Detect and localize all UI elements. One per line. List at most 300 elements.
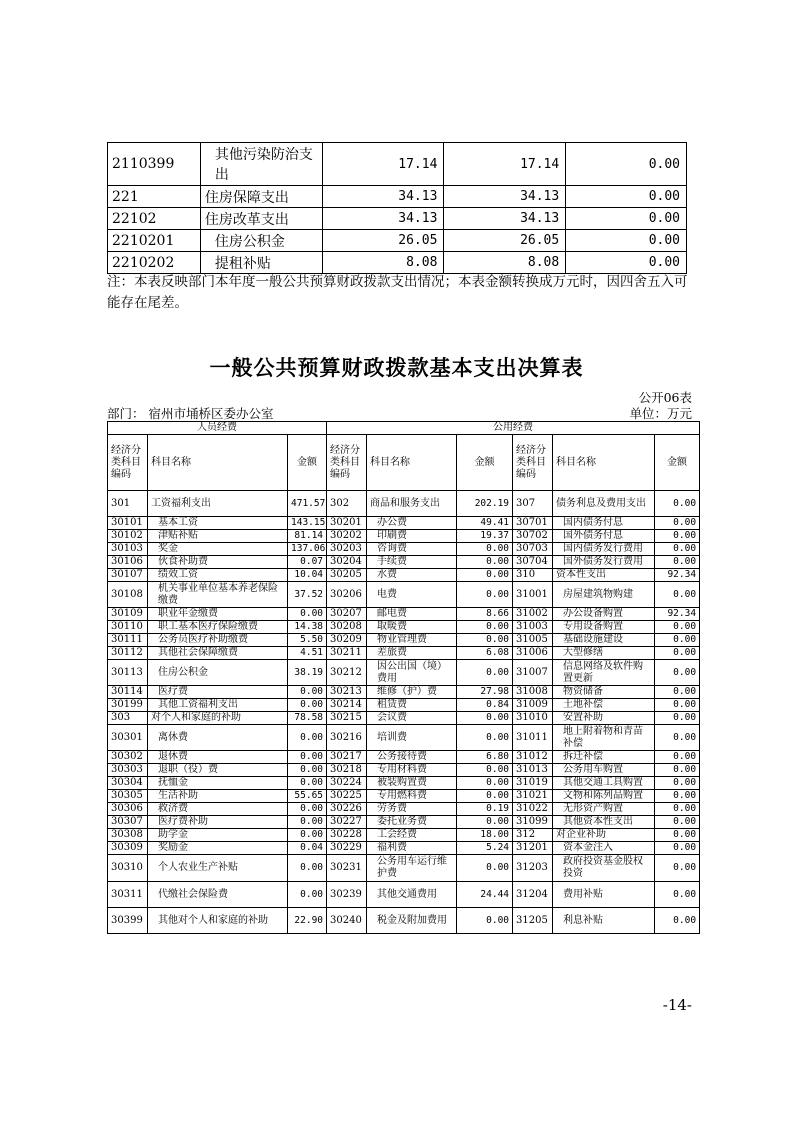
table-row (108, 777, 700, 790)
cell-amount: 0.00 (655, 582, 700, 608)
cell-code: 30702 (513, 530, 553, 543)
cell-name: 奖金 (148, 543, 288, 556)
header-code: 经济分类科目编码 (513, 435, 553, 491)
cell-amount: 0.00 (457, 634, 513, 647)
cell-amount: 0.00 (655, 725, 700, 751)
cell-name: 咨询费 (367, 543, 457, 556)
group-public: 公用经费 (327, 422, 700, 435)
cell-code: 30231 (327, 855, 367, 882)
cell-name: 租赁费 (367, 699, 457, 712)
cell-amount: 0.00 (288, 777, 327, 790)
cell-name: 退职（役）费 (148, 764, 288, 777)
cell-amount: 137.06 (288, 543, 327, 556)
cell-amount: 0.00 (655, 829, 700, 842)
table-row (108, 829, 700, 842)
cell-amount: 0.00 (457, 790, 513, 803)
table-row (108, 647, 700, 660)
cell-name: 信息网络及软件购置更新 (553, 660, 655, 686)
cell-code: 312 (513, 829, 553, 842)
cell-name: 会议费 (367, 712, 457, 725)
cell-name: 住房公积金 (200, 230, 322, 252)
cell-code: 30701 (513, 517, 553, 530)
cell-name: 委托业务费 (367, 816, 457, 829)
cell-amount: 0.00 (655, 621, 700, 634)
cell-name: 拆迁补偿 (553, 751, 655, 764)
table-row (108, 252, 687, 274)
cell-amount: 0.00 (655, 634, 700, 647)
cell-code: 30307 (108, 816, 148, 829)
table-row (108, 725, 700, 751)
cell-amount: 92.34 (655, 608, 700, 621)
cell-code: 30214 (327, 699, 367, 712)
cell-name: 公务接待费 (367, 751, 457, 764)
cell-code: 31006 (513, 647, 553, 660)
cell-name: 手续费 (367, 556, 457, 569)
cell-amount: 0.00 (655, 530, 700, 543)
header-name: 科目名称 (367, 435, 457, 491)
cell-amount: 0.00 (655, 908, 700, 934)
cell-code: 31005 (513, 634, 553, 647)
cell-code: 30202 (327, 530, 367, 543)
cell-code: 30217 (327, 751, 367, 764)
table-row (108, 686, 700, 699)
cell-amount: 0.00 (457, 621, 513, 634)
cell-name: 地上附着物和青苗补偿 (553, 725, 655, 751)
header-code: 经济分类科目编码 (108, 435, 148, 491)
cell-name: 国外债务付息 (553, 530, 655, 543)
cell-code: 30111 (108, 634, 148, 647)
header-amount: 金额 (288, 435, 327, 491)
cell-amount: 19.37 (457, 530, 513, 543)
cell-code: 31013 (513, 764, 553, 777)
header-amount: 金额 (457, 435, 513, 491)
cell-code: 30308 (108, 829, 148, 842)
cell-name: 取暖费 (367, 621, 457, 634)
cell-name: 住房公积金 (148, 660, 288, 686)
cell-code: 302 (327, 491, 367, 517)
cell-name: 福利费 (367, 842, 457, 855)
cell-amount: 0.00 (655, 686, 700, 699)
cell-amount: 27.98 (457, 686, 513, 699)
cell-code: 30309 (108, 842, 148, 855)
cell-amount: 0.00 (288, 829, 327, 842)
table-row (108, 543, 700, 556)
cell-amount: 0.00 (655, 699, 700, 712)
cell-name: 基础设施建设 (553, 634, 655, 647)
cell-code: 30225 (327, 790, 367, 803)
table-row (108, 816, 700, 829)
cell-amount: 0.00 (457, 569, 513, 582)
cell-code: 31009 (513, 699, 553, 712)
cell-code: 30303 (108, 764, 148, 777)
cell-code: 30703 (513, 543, 553, 556)
table-row (108, 582, 700, 608)
cell-code: 30205 (327, 569, 367, 582)
cell-amount: 5.50 (288, 634, 327, 647)
cell-code: 30306 (108, 803, 148, 816)
cell-amount: 0.00 (655, 816, 700, 829)
cell-name: 房屋建筑物购建 (553, 582, 655, 608)
cell-code: 30114 (108, 686, 148, 699)
cell-code: 30226 (327, 803, 367, 816)
table-row (108, 855, 700, 882)
table-row (108, 491, 700, 517)
cell-amount: 0.00 (655, 712, 700, 725)
cell-amount: 38.19 (288, 660, 327, 686)
cell-name: 公务员医疗补助缴费 (148, 634, 288, 647)
cell-amount: 0.00 (655, 660, 700, 686)
cell-amount: 0.00 (655, 842, 700, 855)
cell-name: 培训费 (367, 725, 457, 751)
cell-name: 国内债务付息 (553, 517, 655, 530)
cell-code: 30103 (108, 543, 148, 556)
cell-code: 30310 (108, 855, 148, 882)
cell-code: 30107 (108, 569, 148, 582)
cell-name: 被装购置费 (367, 777, 457, 790)
cell-name: 津贴补贴 (148, 530, 288, 543)
cell-name: 差旅费 (367, 647, 457, 660)
cell-name: 提租补贴 (200, 252, 322, 274)
header-name: 科目名称 (148, 435, 288, 491)
cell-name: 其他交通工具购置 (553, 777, 655, 790)
cell-amount: 18.00 (457, 829, 513, 842)
table-note: 注：本表反映部门本年度一般公共预算财政拨款支出情况；本表金额转换成万元时，因四舍五入可能存在尾差。 (107, 274, 688, 311)
cell-name: 公务用车运行维护费 (367, 855, 457, 882)
cell-amount: 49.41 (457, 517, 513, 530)
cell-amount: 0.00 (655, 647, 700, 660)
cell-code: 30213 (327, 686, 367, 699)
cell-name: 职工基本医疗保险缴费 (148, 621, 288, 634)
cell-code: 31011 (513, 725, 553, 751)
table-row (108, 803, 700, 816)
cell-amount: 0.00 (655, 777, 700, 790)
cell-amount: 0.00 (457, 660, 513, 686)
cell-amount: 0.00 (457, 725, 513, 751)
cell-name: 利息补贴 (553, 908, 655, 934)
cell-code: 30112 (108, 647, 148, 660)
cell-amount: 0.00 (566, 208, 687, 230)
cell-code: 30208 (327, 621, 367, 634)
cell-amount: 0.00 (288, 764, 327, 777)
cell-amount: 10.04 (288, 569, 327, 582)
cell-amount: 26.05 (444, 230, 566, 252)
cell-amount: 6.80 (457, 751, 513, 764)
cell-name: 对企业补助 (553, 829, 655, 842)
table-row (108, 882, 700, 908)
cell-code: 301 (108, 491, 148, 517)
cell-name: 劳务费 (367, 803, 457, 816)
cell-name: 大型修缮 (553, 647, 655, 660)
cell-amount: 0.04 (288, 842, 327, 855)
cell-code: 30106 (108, 556, 148, 569)
cell-name: 政府投资基金股权投资 (553, 855, 655, 882)
cell-name: 安置补助 (553, 712, 655, 725)
cell-amount: 34.13 (322, 186, 444, 208)
cell-name: 邮电费 (367, 608, 457, 621)
cell-code: 30108 (108, 582, 148, 608)
cell-code: 31021 (513, 790, 553, 803)
cell-amount: 0.00 (288, 803, 327, 816)
cell-code: 30109 (108, 608, 148, 621)
cell-amount: 0.00 (457, 816, 513, 829)
cell-name: 办公费 (367, 517, 457, 530)
cell-name: 救济费 (148, 803, 288, 816)
cell-name: 医疗费 (148, 686, 288, 699)
department-label: 部门： 宿州市埇桥区委办公室 (107, 406, 274, 421)
cell-name: 其他工资福利支出 (148, 699, 288, 712)
table-row (108, 751, 700, 764)
cell-amount: 37.52 (288, 582, 327, 608)
cell-code: 31010 (513, 712, 553, 725)
column-header-row (108, 435, 700, 491)
cell-amount: 0.00 (655, 803, 700, 816)
cell-amount: 8.08 (322, 252, 444, 274)
cell-amount: 0.00 (457, 855, 513, 882)
cell-name: 个人农业生产补贴 (148, 855, 288, 882)
table-row (108, 517, 700, 530)
cell-code: 31201 (513, 842, 553, 855)
cell-amount: 0.19 (457, 803, 513, 816)
table-row (108, 186, 687, 208)
cell-code: 30228 (327, 829, 367, 842)
cell-code: 30304 (108, 777, 148, 790)
cell-code: 30102 (108, 530, 148, 543)
cell-code: 30201 (327, 517, 367, 530)
table-row (108, 569, 700, 582)
cell-amount: 0.00 (288, 816, 327, 829)
table-row (108, 230, 687, 252)
cell-name: 其他社会保障缴费 (148, 647, 288, 660)
cell-code: 30229 (327, 842, 367, 855)
cell-code: 30206 (327, 582, 367, 608)
cell-amount: 0.00 (457, 556, 513, 569)
cell-amount: 34.13 (444, 186, 566, 208)
cell-code: 30209 (327, 634, 367, 647)
cell-amount: 0.00 (566, 230, 687, 252)
cell-name: 专用材料费 (367, 764, 457, 777)
cell-amount: 0.00 (457, 712, 513, 725)
cell-amount: 0.00 (288, 725, 327, 751)
group-header-row (108, 422, 700, 435)
cell-code: 2110399 (108, 143, 201, 186)
cell-name: 住房改革支出 (200, 208, 322, 230)
cell-name: 文物和陈列品购置 (553, 790, 655, 803)
cell-name: 无形资产购置 (553, 803, 655, 816)
cell-amount: 17.14 (322, 143, 444, 186)
cell-amount: 0.00 (655, 543, 700, 556)
cell-amount: 22.90 (288, 908, 327, 934)
cell-code: 310 (513, 569, 553, 582)
cell-amount: 24.44 (457, 882, 513, 908)
cell-amount: 471.57 (288, 491, 327, 517)
cell-amount: 8.08 (444, 252, 566, 274)
cell-code: 30207 (327, 608, 367, 621)
cell-name: 国内债务发行费用 (553, 543, 655, 556)
cell-amount: 0.00 (655, 790, 700, 803)
table-row (108, 764, 700, 777)
cell-code: 31008 (513, 686, 553, 699)
unit-label: 单位：万元 (629, 406, 692, 421)
table-row (108, 790, 700, 803)
cell-name: 其他对个人和家庭的补助 (148, 908, 288, 934)
cell-code: 31012 (513, 751, 553, 764)
cell-amount: 78.58 (288, 712, 327, 725)
cell-name: 退休费 (148, 751, 288, 764)
table-row (108, 712, 700, 725)
header-name: 科目名称 (553, 435, 655, 491)
cell-name: 税金及附加费用 (367, 908, 457, 934)
cell-amount: 26.05 (322, 230, 444, 252)
cell-name: 抚恤金 (148, 777, 288, 790)
cell-name: 维修（护）费 (367, 686, 457, 699)
cell-name: 离休费 (148, 725, 288, 751)
cell-name: 专用设备购置 (553, 621, 655, 634)
cell-name: 其他污染防治支出 (200, 143, 322, 186)
cell-name: 工资福利支出 (148, 491, 288, 517)
cell-code: 31003 (513, 621, 553, 634)
cell-amount: 34.13 (322, 208, 444, 230)
cell-name: 助学金 (148, 829, 288, 842)
cell-amount: 0.00 (655, 855, 700, 882)
cell-name: 资本金注入 (553, 842, 655, 855)
cell-name: 商品和服务支出 (367, 491, 457, 517)
cell-code: 30301 (108, 725, 148, 751)
continued-expenditure-table (107, 142, 687, 274)
cell-amount: 143.15 (288, 517, 327, 530)
page-title: 一般公共预算财政拨款基本支出决算表 (209, 355, 584, 380)
cell-name: 对个人和家庭的补助 (148, 712, 288, 725)
cell-amount: 0.00 (655, 764, 700, 777)
table-row (108, 699, 700, 712)
cell-code: 30227 (327, 816, 367, 829)
table-row (108, 143, 687, 186)
cell-code: 22102 (108, 208, 201, 230)
cell-amount: 0.00 (655, 556, 700, 569)
cell-code: 31022 (513, 803, 553, 816)
header-amount: 金额 (655, 435, 700, 491)
table-row (108, 634, 700, 647)
table-row (108, 208, 687, 230)
cell-code: 31002 (513, 608, 553, 621)
table-row (108, 608, 700, 621)
cell-name: 专用燃料费 (367, 790, 457, 803)
cell-name: 代缴社会保险费 (148, 882, 288, 908)
cell-name: 基本工资 (148, 517, 288, 530)
cell-name: 机关事业单位基本养老保险缴费 (148, 582, 288, 608)
cell-amount: 0.00 (288, 751, 327, 764)
cell-amount: 0.00 (655, 882, 700, 908)
cell-amount: 92.34 (655, 569, 700, 582)
cell-name: 公务用车购置 (553, 764, 655, 777)
cell-code: 30203 (327, 543, 367, 556)
cell-name: 物业管理费 (367, 634, 457, 647)
cell-code: 31205 (513, 908, 553, 934)
cell-code: 30302 (108, 751, 148, 764)
cell-amount: 0.00 (288, 686, 327, 699)
cell-amount: 0.00 (288, 608, 327, 621)
cell-amount: 0.00 (457, 908, 513, 934)
table-row (108, 556, 700, 569)
cell-code: 30704 (513, 556, 553, 569)
cell-amount: 0.84 (457, 699, 513, 712)
cell-amount: 6.08 (457, 647, 513, 660)
cell-amount: 0.00 (566, 186, 687, 208)
cell-amount: 8.66 (457, 608, 513, 621)
table-row (108, 621, 700, 634)
cell-name: 电费 (367, 582, 457, 608)
cell-code: 2210202 (108, 252, 201, 274)
header-code: 经济分类科目编码 (327, 435, 367, 491)
cell-amount: 202.19 (457, 491, 513, 517)
cell-name: 伙食补助费 (148, 556, 288, 569)
cell-code: 221 (108, 186, 201, 208)
page-number: -14- (662, 996, 692, 1014)
cell-name: 住房保障支出 (200, 186, 322, 208)
cell-code: 303 (108, 712, 148, 725)
cell-name: 绩效工资 (148, 569, 288, 582)
group-personnel: 人员经费 (108, 422, 327, 435)
cell-amount: 0.00 (655, 491, 700, 517)
cell-name: 办公设备购置 (553, 608, 655, 621)
cell-code: 30110 (108, 621, 148, 634)
cell-name: 奖励金 (148, 842, 288, 855)
cell-code: 30218 (327, 764, 367, 777)
cell-code: 30199 (108, 699, 148, 712)
table-row (108, 842, 700, 855)
cell-code: 2210201 (108, 230, 201, 252)
cell-code: 30101 (108, 517, 148, 530)
table-row (108, 530, 700, 543)
cell-amount: 17.14 (444, 143, 566, 186)
cell-name: 医疗费补助 (148, 816, 288, 829)
cell-code: 30311 (108, 882, 148, 908)
cell-name: 物资储备 (553, 686, 655, 699)
cell-amount: 81.14 (288, 530, 327, 543)
cell-code: 30211 (327, 647, 367, 660)
cell-amount: 0.00 (457, 543, 513, 556)
cell-name: 工会经费 (367, 829, 457, 842)
basic-expenditure-table (107, 421, 700, 934)
cell-amount: 0.00 (288, 699, 327, 712)
cell-code: 31019 (513, 777, 553, 790)
cell-amount: 0.00 (288, 882, 327, 908)
cell-code: 31099 (513, 816, 553, 829)
cell-code: 30204 (327, 556, 367, 569)
cell-code: 30216 (327, 725, 367, 751)
cell-name: 资本性支出 (553, 569, 655, 582)
cell-amount: 4.51 (288, 647, 327, 660)
cell-code: 31203 (513, 855, 553, 882)
cell-name: 债务利息及费用支出 (553, 491, 655, 517)
cell-amount: 0.07 (288, 556, 327, 569)
cell-code: 30224 (327, 777, 367, 790)
cell-name: 生活补助 (148, 790, 288, 803)
table-row (108, 660, 700, 686)
cell-code: 307 (513, 491, 553, 517)
cell-code: 31007 (513, 660, 553, 686)
cell-name: 职业年金缴费 (148, 608, 288, 621)
cell-name: 因公出国（境）费用 (367, 660, 457, 686)
cell-name: 印刷费 (367, 530, 457, 543)
cell-code: 30239 (327, 882, 367, 908)
table-row (108, 908, 700, 934)
cell-amount: 5.24 (457, 842, 513, 855)
cell-code: 31204 (513, 882, 553, 908)
cell-amount: 0.00 (457, 582, 513, 608)
cell-amount: 14.38 (288, 621, 327, 634)
cell-amount: 0.00 (457, 777, 513, 790)
cell-name: 费用补贴 (553, 882, 655, 908)
